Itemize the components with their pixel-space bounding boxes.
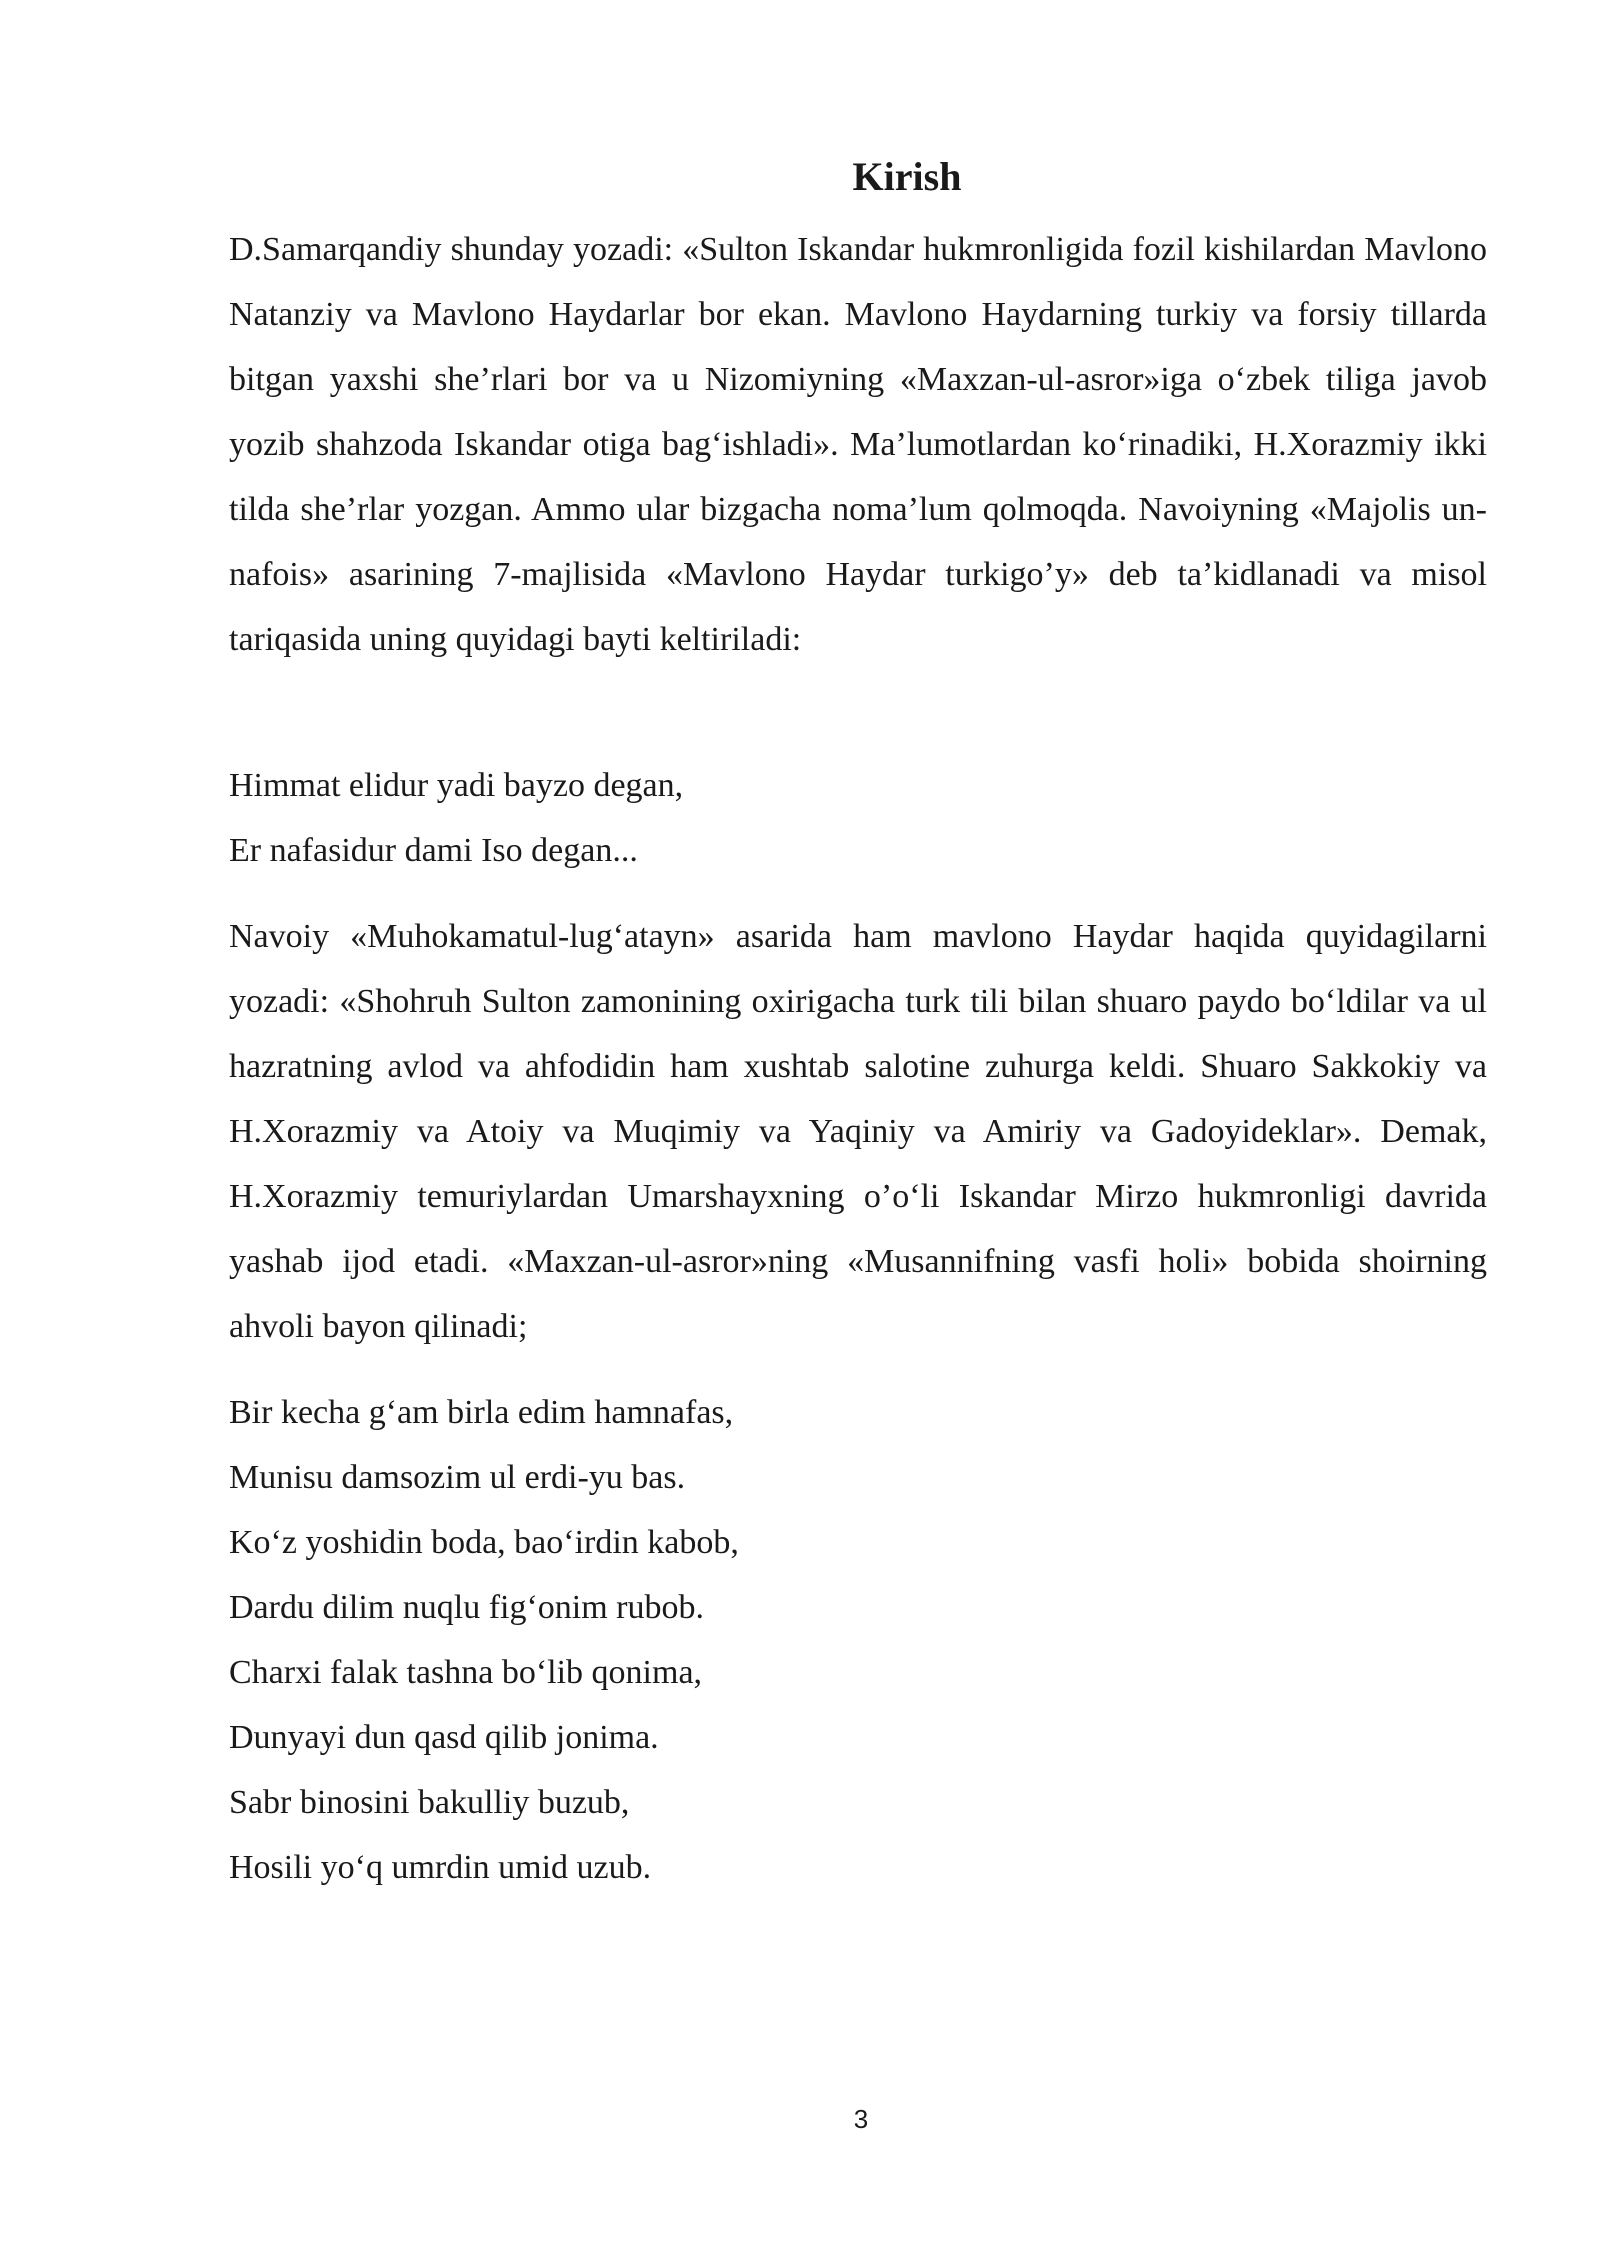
- verse-stanza: [229, 1380, 1487, 1900]
- verse-block-1: [229, 753, 1487, 883]
- paragraph-block-2: [229, 904, 1487, 1359]
- verse-line: Sabr binosini bakulliy buzub,: [229, 1784, 630, 1821]
- page-title: Kirish: [852, 154, 962, 199]
- verse-line: Dardu dilim nuqlu fig‘onim rubob.: [229, 1589, 705, 1626]
- verse-line: Charxi falak tashna bo‘lib qonima,: [229, 1654, 703, 1691]
- page-number: 3: [853, 2104, 869, 2134]
- verse-line: Hosili yo‘q umrdin umid uzub.: [229, 1849, 652, 1886]
- verse-block-2: [229, 1380, 1487, 1900]
- verse-line: Himmat elidur yadi bayzo degan,: [229, 767, 684, 804]
- verse-line: Munisu damsozim ul erdi-yu bas.: [229, 1459, 686, 1496]
- verse-line: Er nafasidur dami Iso degan...: [229, 832, 638, 869]
- body-paragraph: Navoiy «Muhokamatul-lug‘atayn» asarida ham mavlono Haydar haqida quyidagilarni yozadi: «Shohruh Sulton zamonining oxirigacha turk tili bilan shuaro paydo bo‘ldilar va ul hazratning avlod va ahfodidin ham xushtab salotine zuhurga keldi. Shuaro Sakkokiy va H.Xorazmiy va Atoiy va Muqimiy va Yaqiniy va Amiriy va Gadoyideklar». Demak, H.Xorazmiy temuriylardan Umarshayxning o’o‘li Iskandar Mirzo hukmronligi davrida yashab ijod etadi. «Maxzan-ul-asror»ning «Musannifning vasfi holi» bobida shoirning ahvoli bayon qilinadi;: [229, 918, 1487, 1345]
- verse-line: Ko‘z yoshidin boda, bao‘irdin kabob,: [229, 1524, 739, 1561]
- body-paragraph: D.Samarqandiy shunday yozadi: «Sulton Iskandar hukmronligida fozil kishilardan Mavlono Natanziy va Mavlono Haydarlar bor ekan. Mavlono Haydarning turkiy va forsiy tillarda bitgan yaxshi she’rlari bor va u Nizomiyning «Maxzan-ul-asror»iga o‘zbek tiliga javob yozib shahzoda Iskandar otiga bag‘ishladi». Ma’lumotlardan ko‘rinadiki, H.Xorazmiy ikki tilda she’rlar yozgan. Ammo ular bizgacha noma’lum qolmoqda. Navoiyning «Majolis un-nafois» asarining 7-majlisida «Mavlono Haydar turkigo’y» deb ta’kidlanadi va misol tariqasida uning quyidagi bayti keltiriladi:: [229, 231, 1487, 658]
- verse-line: Dunyayi dun qasd qilib jonima.: [229, 1719, 659, 1756]
- verse-stanza: [229, 753, 1487, 883]
- paragraph-block-1: [229, 217, 1487, 672]
- verse-line: Bir kecha g‘am birla edim hamnafas,: [229, 1394, 734, 1431]
